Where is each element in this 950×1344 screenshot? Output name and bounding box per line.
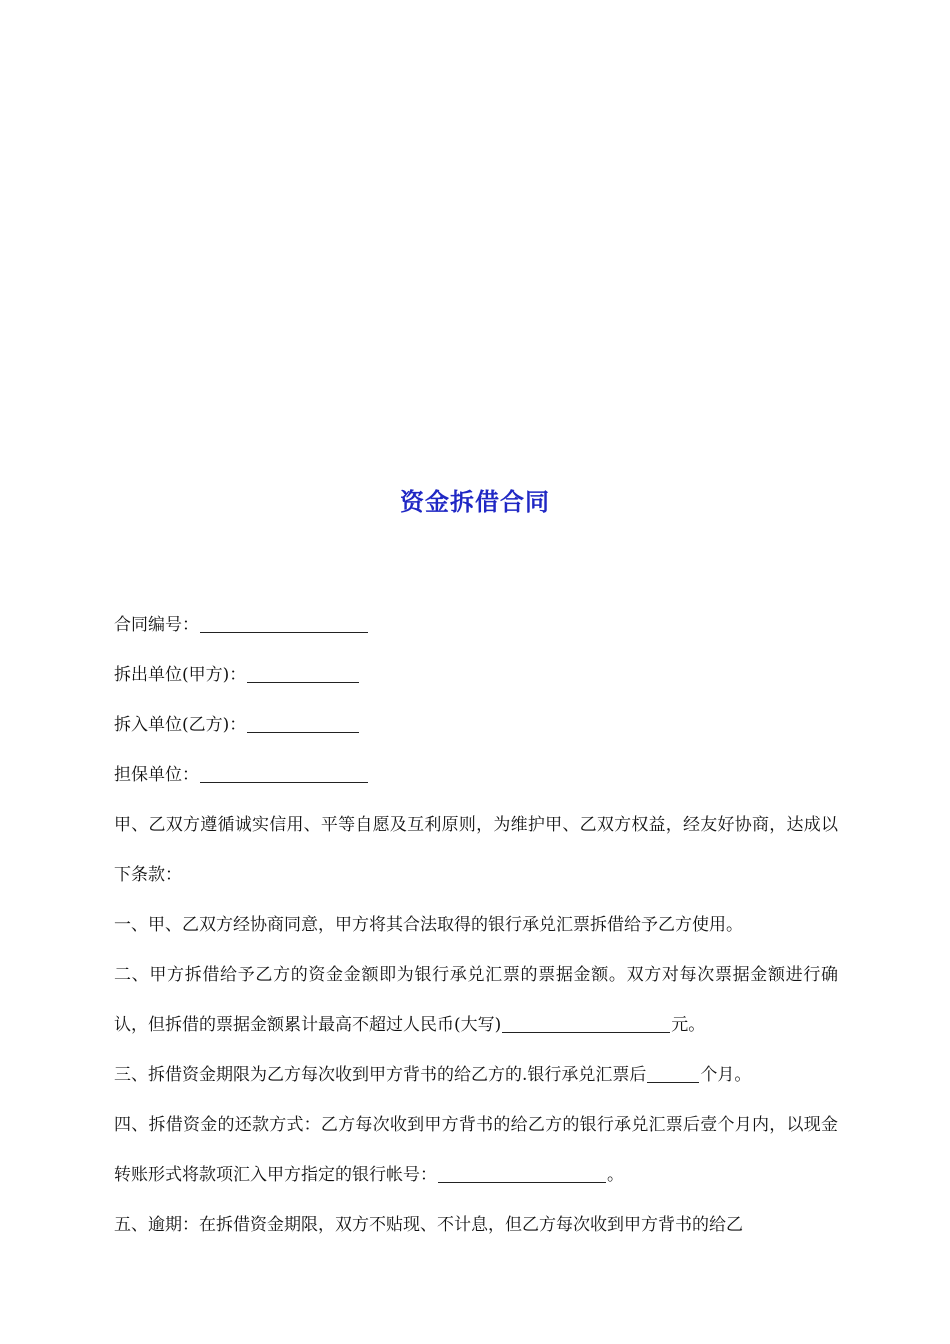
document-body [114, 600, 838, 1250]
lender-field [114, 650, 838, 700]
lender-blank [247, 664, 359, 683]
lender-label: 拆出单位(甲方)： [114, 665, 247, 685]
preamble-paragraph: 甲、乙双方遵循诚实信用、平等自愿及互利原则，为维护甲、乙双方权益，经友好协商，达成以下条款： [114, 815, 838, 885]
contract-number-label: 合同编号： [114, 615, 199, 635]
clause-4-account-blank [438, 1164, 606, 1183]
clause-2-text: 二、甲方拆借给予乙方的资金金额即为银行承兑汇票的票据金额。双方对每次票据金额进行确认，但拆借的票据金额累计最高不超过人民币(大写) [114, 965, 838, 1035]
clause-2-unit: 元。 [671, 1015, 706, 1035]
contract-number-blank [200, 614, 368, 633]
contract-number-field [114, 600, 838, 650]
guarantor-field [114, 750, 838, 800]
clause-2-amount-blank [502, 1014, 670, 1033]
borrower-field [114, 700, 838, 750]
clause-4-text: 四、拆借资金的还款方式：乙方每次收到甲方背书的给乙方的银行承兑汇票后壹个月内，以现金转账形式将款项汇入甲方指定的银行帐号： [114, 1115, 838, 1185]
guarantor-label: 担保单位： [114, 765, 199, 785]
clause-3-unit: 个月。 [700, 1065, 752, 1085]
guarantor-blank [200, 764, 368, 783]
clause-3 [114, 1050, 838, 1100]
clause-2 [114, 950, 838, 1050]
clause-4-end: 。 [607, 1165, 624, 1185]
clause-5: 五、逾期：在拆借资金期限，双方不贴现、不计息，但乙方每次收到甲方背书的给乙 [114, 1215, 743, 1235]
borrower-label: 拆入单位(乙方)： [114, 715, 247, 735]
clause-4 [114, 1100, 838, 1200]
borrower-blank [247, 714, 359, 733]
clause-3-text: 三、拆借资金期限为乙方每次收到甲方背书的给乙方的.银行承兑汇票后 [114, 1065, 647, 1085]
clause-1: 一、甲、乙双方经协商同意，甲方将其合法取得的银行承兑汇票拆借给予乙方使用。 [114, 915, 743, 935]
document-title: 资金拆借合同 [400, 488, 550, 516]
clause-3-months-blank [647, 1064, 699, 1083]
